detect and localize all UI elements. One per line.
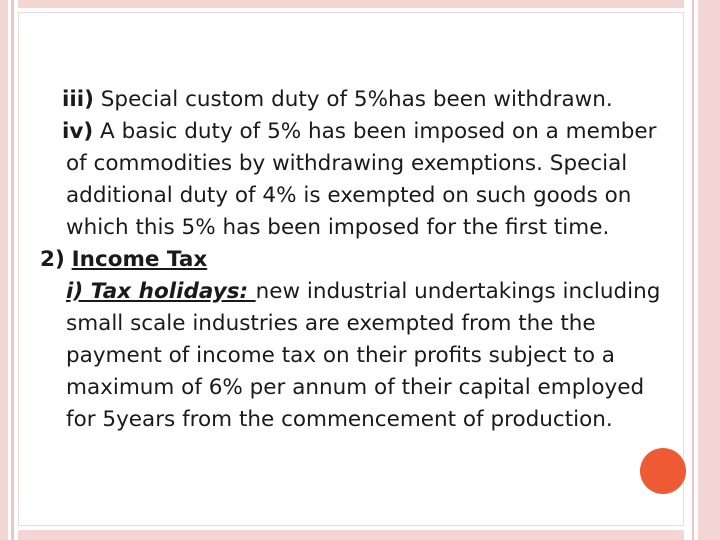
item-i-text-1: new industrial undertakings including <box>255 279 661 304</box>
item-iii-text: Special custom duty of 5%has been withdrawn. <box>93 87 613 112</box>
section-2-marker: 2) <box>40 247 65 272</box>
item-iv-text-1: A basic duty of 5% has been imposed on a member <box>93 119 657 144</box>
border-top <box>0 0 720 12</box>
item-i-line-4: maximum of 6% per annum of their capital employed <box>66 375 645 400</box>
item-i-label: i) Tax holidays: <box>66 279 256 304</box>
item-i-line-1 <box>40 276 690 308</box>
section-2-title: Income Tax <box>71 247 208 272</box>
item-iv-marker: iv) <box>62 119 94 144</box>
item-i-line-3: payment of income tax on their profits subject to a <box>66 343 615 368</box>
item-iii <box>40 84 690 116</box>
item-iv-line-4: which this 5% has been imposed for the first time. <box>66 215 610 240</box>
item-iv-line-2: of commodities by withdrawing exemptions. Special <box>66 151 628 176</box>
slide-body <box>40 84 690 436</box>
item-iii-marker: iii) <box>62 87 94 112</box>
item-iv-line-3: additional duty of 4% is exempted on such goods on <box>66 183 632 208</box>
item-iv-line-1 <box>40 116 690 148</box>
item-i-line-5: for 5years from the commencement of production. <box>66 407 613 432</box>
section-2-heading <box>40 244 690 276</box>
border-bottom <box>0 526 720 540</box>
accent-circle <box>640 448 686 494</box>
border-left <box>0 0 18 540</box>
item-i-line-2: small scale industries are exempted from the the <box>66 311 596 336</box>
